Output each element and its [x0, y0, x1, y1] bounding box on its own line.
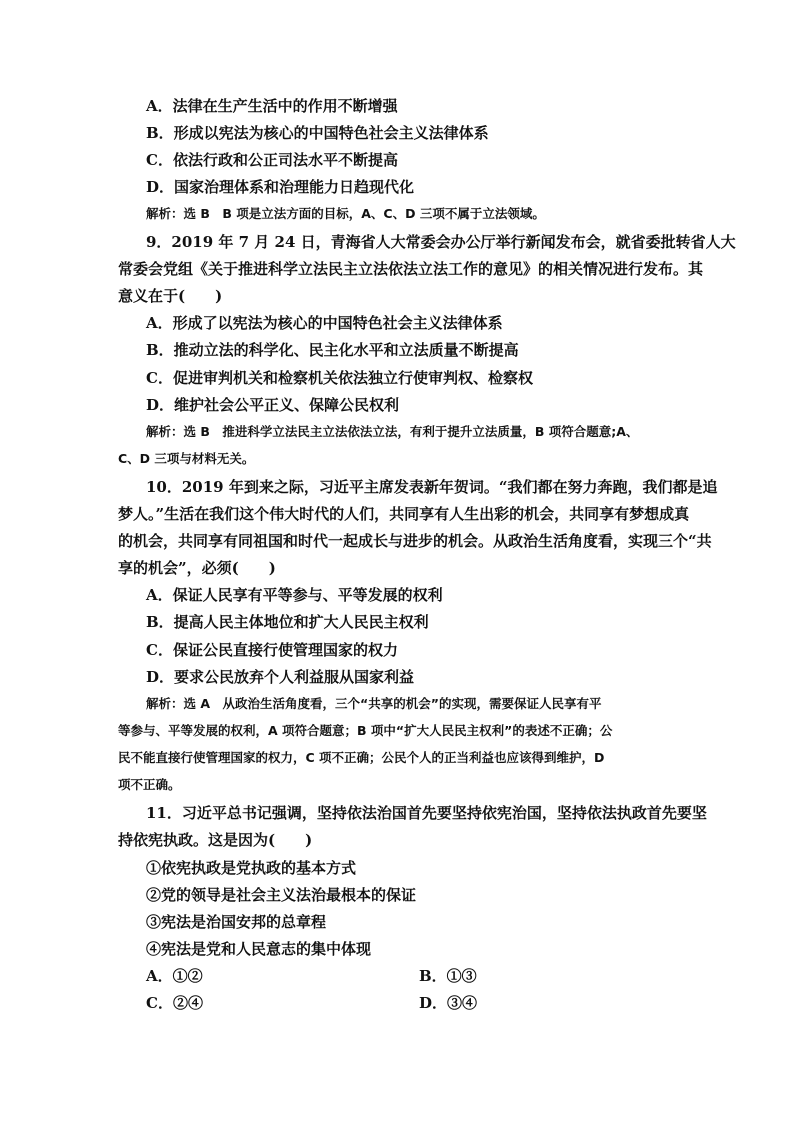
q9-stem-line-3: 意义在于( ): [118, 287, 223, 305]
q8-option-b: B．形成以宪法为核心的中国特色社会主义法律体系: [146, 124, 489, 142]
q9-option-a: A．形成了以宪法为核心的中国特色社会主义法律体系: [146, 314, 503, 332]
q11-statement-2: ②党的领导是社会主义法治最根本的保证: [146, 886, 417, 904]
q8-option-d: D．国家治理体系和治理能力日趋现代化: [146, 178, 415, 196]
q11-option-d: D．③④: [419, 994, 478, 1012]
q11-statement-3: ③宪法是治国安邦的总章程: [146, 913, 327, 931]
q10-option-c: C．保证公民直接行使管理国家的权力: [146, 641, 398, 659]
q9-analysis-line-1: 解析：选 B 推进科学立法民主立法依法立法，有利于提升立法质量，B 项符合题意;A、: [146, 424, 639, 439]
q10-option-d: D．要求公民放弃个人利益服从国家利益: [146, 668, 415, 686]
q11-stem-line-2: 持依宪执政。这是因为( ): [118, 831, 313, 849]
q10-stem-line-3: 的机会，共同享有同祖国和时代一起成长与进步的机会。从政治生活角度看，实现三个“共: [118, 532, 712, 550]
q10-analysis-line-1: 解析：选 A 从政治生活角度看，三个“共享的机会”的实现，需要保证人民享有平: [146, 696, 602, 711]
q9-option-b: B．推动立法的科学化、民主化水平和立法质量不断提高: [146, 341, 519, 359]
q10-stem-line-4: 享的机会”，必须( ): [118, 559, 276, 577]
q11-stem-line-1: 11．习近平总书记强调，坚持依法治国首先要坚持依宪治国，坚持依法执政首先要坚: [146, 804, 707, 822]
q9-option-c: C．促进审判机关和检察机关依法独立行使审判权、检察权: [146, 369, 533, 387]
q10-stem-line-2: 梦人。”生活在我们这个伟大时代的人们，共同享有人生出彩的机会，共同享有梦想成真: [118, 505, 690, 523]
q10-stem-line-1: 10．2019 年到来之际，习近平主席发表新年贺词。“我们都在努力奔跑，我们都是追: [146, 478, 718, 496]
q11-option-b: B．①③: [419, 967, 477, 985]
q11-statement-1: ①依宪执政是党执政的基本方式: [146, 859, 357, 877]
q10-analysis-line-2: 等参与、平等发展的权利，A 项符合题意；B 项中“扩大人民民主权利”的表述不正确；公: [118, 723, 613, 738]
q9-analysis-line-2: C、D 三项与材料无关。: [118, 451, 255, 466]
q10-option-b: B．提高人民主体地位和扩大人民民主权利: [146, 613, 429, 631]
q11-statement-4: ④宪法是党和人民意志的集中体现: [146, 940, 372, 958]
q9-stem-line-2: 常委会党组《关于推进科学立法民主立法依法立法工作的意见》的相关情况进行发布。其: [118, 260, 704, 278]
q10-option-a: A．保证人民享有平等参与、平等发展的权利: [146, 586, 443, 604]
q8-analysis: 解析：选 B B 项是立法方面的目标，A、C、D 三项不属于立法领域。: [146, 206, 545, 221]
q9-stem-line-1: 9．2019 年 7 月 24 日，青海省人大常委会办公厅举行新闻发布会，就省委批转省人大: [146, 233, 736, 251]
q8-option-a: A．法律在生产生活中的作用不断增强: [146, 97, 398, 115]
q10-analysis-line-4: 项不正确。: [118, 777, 181, 792]
q11-option-a: A．①②: [146, 967, 203, 985]
q8-option-c: C．依法行政和公正司法水平不断提高: [146, 151, 398, 169]
q9-option-d: D．维护社会公平正义、保障公民权利: [146, 396, 400, 414]
q10-analysis-line-3: 民不能直接行使管理国家的权力，C 项不正确；公民个人的正当利益也应该得到维护，D: [118, 750, 605, 765]
q11-option-c: C．②④: [146, 994, 203, 1012]
